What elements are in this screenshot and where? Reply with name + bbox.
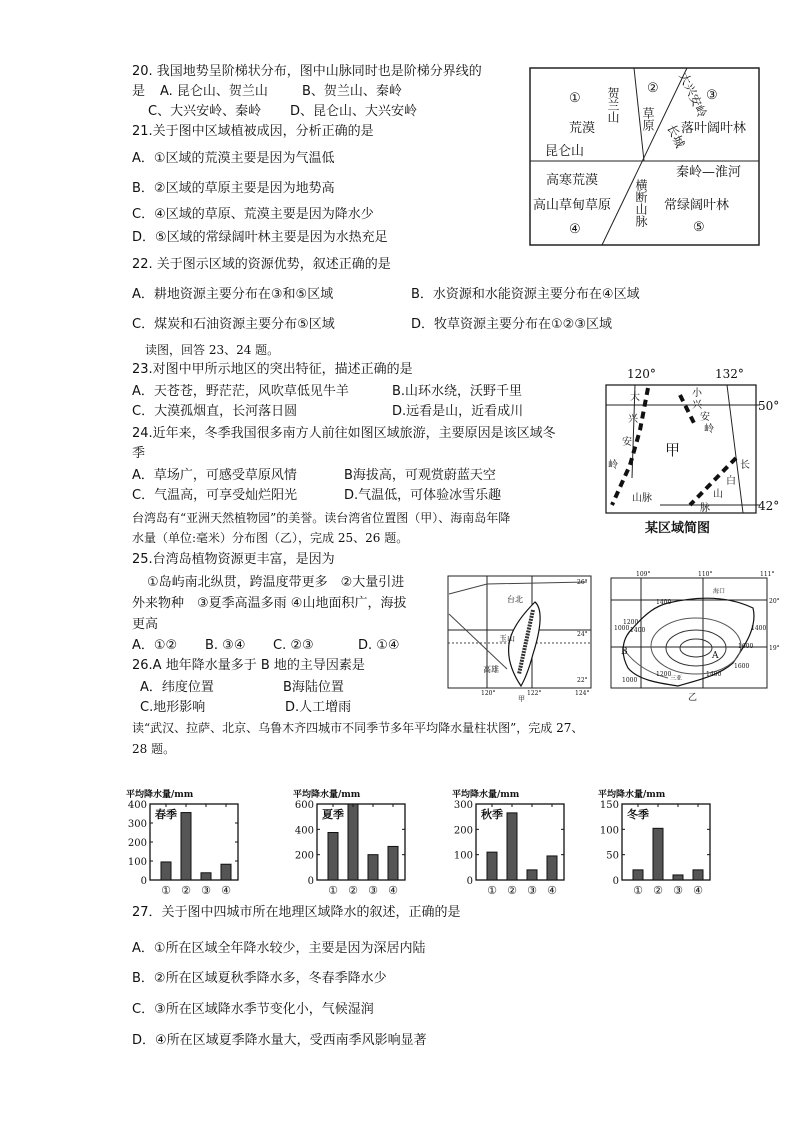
isohyet-label: 1000: [622, 677, 638, 684]
y-axis-label: 平均降水量/mm: [126, 790, 194, 800]
x-tick-label: ②: [181, 884, 191, 897]
q24-option-b: B海拔高，可观赏蔚蓝天空: [344, 468, 496, 483]
map-label: 高寒荒漠: [546, 173, 599, 188]
point-a: A: [712, 651, 719, 661]
map-label: 山脉: [632, 493, 652, 504]
lon-label: 111°: [760, 571, 775, 578]
intro-27-28-cont: 28 题。: [132, 742, 176, 756]
map-label: 安: [700, 412, 710, 423]
season-title: 夏季: [322, 808, 344, 821]
y-tick-label: 0: [140, 876, 147, 887]
q27-option-c: C．③所在区域降水季节变化小，气候湿润: [132, 1002, 374, 1017]
lon-label: 132°: [715, 367, 744, 381]
bar: [161, 862, 171, 880]
map-label: ⑤: [693, 220, 705, 235]
lat-label: 19°: [769, 645, 780, 652]
q20-stem: 20. 我国地势呈阶梯状分布，图中山脉同时也是阶梯分界线的: [132, 64, 482, 79]
x-tick-label: ①: [633, 884, 643, 897]
x-tick-label: ①: [161, 884, 171, 897]
x-tick-label: ②: [507, 884, 517, 897]
winter-precipitation-chart: [590, 784, 730, 900]
q25-option-a: A．①②: [132, 638, 178, 653]
q24-option-c: C．气温高，可享受灿烂阳光: [132, 488, 298, 503]
bar: [547, 856, 557, 880]
q23-option-b: B.山环水绕，沃野千里: [392, 384, 523, 399]
lon-label: 124°: [575, 690, 590, 697]
map-label: 山: [713, 489, 723, 500]
x-tick-label: ①: [487, 884, 497, 897]
q20-option-c: C、大兴安岭、秦岭: [148, 104, 262, 119]
place-label: 海口: [713, 588, 726, 595]
q25-statement: ①岛屿南北纵贯，跨温度带更多 ②大量引进: [147, 575, 405, 590]
season-title: 秋季: [481, 808, 503, 821]
q27-option-d: D．④所在区域夏季降水量大，受西南季风影响显著: [132, 1033, 427, 1048]
isohyet-label: 1200: [656, 671, 672, 678]
q25-option-d: D. ①④: [358, 638, 400, 653]
y-axis-label: 平均降水量/mm: [452, 790, 520, 800]
summer-precipitation-chart: [285, 784, 425, 900]
q25-option-c: C. ②③: [273, 638, 314, 653]
q21-option-a: A．①区域的荒漠主要是因为气温低: [132, 151, 335, 166]
bar: [328, 833, 338, 881]
map-label: 岭: [704, 424, 714, 435]
q27-stem: 27．关于图中四城市所在地理区域降水的叙述，正确的是: [132, 905, 461, 920]
autumn-precipitation-chart: [444, 784, 584, 900]
y-tick-label: 400: [127, 800, 147, 811]
isohyet-label: 1600: [738, 643, 754, 650]
isohyet-label: 1400: [751, 625, 767, 632]
isohyet-label: 1400: [706, 671, 722, 678]
map-label: 常绿阔叶林: [664, 198, 730, 213]
q24-stem-cont: 季: [132, 446, 146, 461]
season-title: 春季: [155, 808, 177, 821]
map-label: 大兴安岭: [676, 70, 710, 120]
x-tick-label: ④: [221, 884, 231, 897]
lon-label: 120°: [627, 367, 656, 381]
lon-label: 122°: [527, 690, 542, 697]
lat-label: 24°: [577, 631, 588, 638]
lat-label: 50°: [758, 399, 780, 413]
q27-option-b: B．②所在区域夏秋季降水多，冬春季降水少: [132, 971, 387, 986]
y-tick-label: 300: [127, 819, 147, 830]
q21-option-c: C．④区域的草原、荒漠主要是因为降水少: [132, 207, 374, 222]
map-label: 脉: [700, 503, 710, 514]
map-caption: 某区域简图: [645, 521, 711, 536]
y-axis-label: 平均降水量/mm: [293, 790, 361, 800]
q21-option-b: B．②区域的草原主要是因为地势高: [132, 181, 335, 196]
season-title: 冬季: [627, 808, 649, 821]
map-label: 岭: [608, 460, 618, 471]
hainan-precipitation-map: [608, 568, 790, 703]
map-label: 落叶阔叶林: [681, 121, 747, 136]
map-label: 长城: [664, 122, 688, 151]
q23-stem: 23.对图中甲所示地区的突出特征，描述正确的是: [132, 362, 413, 377]
isohyet-label: 1400: [656, 599, 672, 606]
map-label: 贺兰山: [606, 87, 620, 123]
map-label: 荒漠: [569, 121, 596, 136]
map-label: ②: [647, 81, 659, 96]
map-label: 兴: [628, 414, 638, 425]
x-tick-label: ②: [348, 884, 358, 897]
y-tick-label: 100: [127, 857, 147, 868]
map-label: 秦岭—淮河: [676, 165, 742, 180]
intro-25-26-cont: 水量（单位:毫米）分布图（乙），完成 25、26 题。: [132, 531, 409, 545]
isohyet-label: 1600: [734, 663, 750, 670]
q23-option-a: A．天苍苍，野茫茫，风吹草低见牛羊: [132, 384, 349, 399]
map-label: 小: [692, 388, 702, 399]
q26-option-c: C.地形影响: [140, 700, 206, 715]
q24-stem: 24.近年来，冬季我国很多南方人前往如图区域旅游，主要原因是该区域冬: [132, 426, 556, 441]
y-tick-label: 400: [294, 825, 314, 837]
q27-option-a: A．①所在区域全年降水较少，主要是因为深居内陆: [132, 941, 426, 956]
q24-option-d: D.气温低，可体验冰雪乐趣: [344, 488, 502, 503]
lat-label: 20°: [769, 598, 780, 605]
taiwan-location-map: [447, 574, 595, 702]
lat-label: 26°: [577, 579, 588, 586]
bar: [653, 828, 663, 880]
place-label: 台北: [507, 595, 523, 604]
y-tick-label: 200: [294, 850, 314, 862]
q20-stem-cont: 是: [132, 84, 146, 99]
place-label: 玉山: [499, 634, 515, 643]
q25-statement: 外来物种 ③夏季高温多雨 ④山地面积广，海拔: [132, 596, 407, 611]
bar: [181, 813, 191, 880]
x-tick-label: ④: [547, 884, 557, 897]
map-label: 兴: [692, 400, 702, 411]
q25-stem: 25.台湾岛植物资源更丰富，是因为: [132, 552, 335, 567]
bar: [201, 873, 211, 880]
isohyet-label: 1000: [614, 625, 630, 632]
lon-label: 110°: [698, 571, 713, 578]
q26-stem: 26.A 地年降水量多于 B 地的主导因素是: [132, 658, 365, 673]
place-label: 高雄: [483, 665, 499, 674]
q23-option-d: D.远看是山，近看成川: [392, 404, 524, 419]
y-tick-label: 0: [307, 876, 314, 887]
lat-label: 22°: [577, 677, 588, 684]
lon-label: 109°: [636, 571, 651, 578]
vegetation-region-map: [529, 67, 761, 247]
bar: [388, 846, 398, 880]
q22-stem: 22. 关于图示区域的资源优势，叙述正确的是: [132, 257, 391, 272]
intro-23-24: 读图，回答 23、24 题。: [145, 343, 280, 357]
y-tick-label: 200: [127, 838, 147, 849]
map-caption: 乙: [688, 693, 698, 703]
bar: [527, 870, 537, 880]
region-jia: 甲: [665, 441, 681, 459]
lon-label: 120°: [481, 690, 496, 697]
x-tick-label: ④: [388, 884, 398, 897]
lat-label: 42°: [758, 499, 780, 513]
bar: [633, 870, 643, 880]
y-tick-label: 0: [466, 876, 473, 887]
bar: [487, 852, 497, 880]
q21-stem: 21.关于图中区域植被成因，分析正确的是: [132, 124, 374, 139]
map-label: 高山草甸草原: [533, 198, 612, 213]
y-tick-label: 600: [294, 800, 314, 811]
x-tick-label: ③: [527, 884, 537, 897]
q25-option-b: B. ③④: [205, 638, 246, 653]
y-tick-label: 100: [453, 850, 473, 862]
q22-option-c: C．煤炭和石油资源主要分布⑤区域: [132, 317, 335, 332]
q21-option-d: D．⑤区域的常绿阔叶林主要是因为水热充足: [132, 230, 388, 245]
q23-option-c: C．大漠孤烟直，长河落日圆: [132, 404, 298, 419]
bar: [368, 855, 378, 880]
x-tick-label: ③: [368, 884, 378, 897]
map-label: 长: [740, 460, 750, 471]
y-axis-label: 平均降水量/mm: [598, 790, 666, 800]
bar: [348, 804, 358, 880]
map-label: 横断山脉: [634, 179, 648, 227]
map-label: 白: [726, 476, 736, 487]
point-b: B: [621, 647, 628, 657]
map-label: 草原: [641, 107, 655, 131]
q20-option-b: B、贺兰山、秦岭: [302, 84, 402, 99]
bar: [673, 875, 683, 880]
y-tick-label: 300: [453, 800, 473, 811]
place-label: 三亚: [670, 675, 683, 682]
x-tick-label: ①: [328, 884, 338, 897]
spring-precipitation-chart: [118, 784, 258, 900]
x-tick-label: ②: [653, 884, 663, 897]
northeast-region-map: [600, 360, 780, 536]
y-tick-label: 50: [606, 850, 619, 862]
bar: [693, 870, 703, 880]
map-label: ①: [569, 91, 581, 106]
q22-option-a: A．耕地资源主要分布在③和⑤区域: [132, 287, 334, 302]
q22-option-d: D．牧草资源主要分布在①②③区域: [411, 317, 612, 332]
intro-27-28: 读“武汉、拉萨、北京、乌鲁木齐四城市不同季节多年平均降水量柱状图”，完成 27、: [132, 721, 584, 735]
map-caption: 甲: [518, 695, 525, 703]
q26-option-d: D.人工增雨: [285, 700, 352, 715]
q24-option-a: A．草场广，可感受草原风情: [132, 468, 297, 483]
isohyet-label: 1400: [630, 627, 646, 634]
map-label: ③: [706, 88, 718, 103]
q26-option-b: B海陆位置: [283, 680, 344, 695]
map-label: 大: [630, 392, 640, 403]
y-tick-label: 150: [599, 800, 619, 811]
map-label: ④: [569, 222, 581, 237]
isohyet-label: 1200: [623, 619, 639, 626]
x-tick-label: ④: [693, 884, 703, 897]
bar: [221, 864, 231, 880]
y-tick-label: 100: [599, 825, 619, 837]
map-label: 昆仑山: [545, 144, 585, 159]
bar: [507, 813, 517, 880]
x-tick-label: ③: [673, 884, 683, 897]
q22-option-b: B．水资源和水能资源主要分布在④区域: [411, 287, 640, 302]
x-tick-label: ③: [201, 884, 211, 897]
q20-option-a: A. 昆仑山、贺兰山: [160, 84, 268, 99]
q26-option-a: A．纬度位置: [140, 680, 214, 695]
q25-statement: 更高: [132, 617, 159, 632]
y-tick-label: 0: [612, 876, 619, 887]
q20-option-d: D、昆仑山、大兴安岭: [290, 104, 418, 119]
y-tick-label: 200: [453, 825, 473, 837]
map-label: 安: [622, 437, 632, 448]
intro-25-26: 台湾岛有“亚洲天然植物园”的美誉。读台湾省位置图（甲）、海南岛年降: [132, 511, 511, 525]
